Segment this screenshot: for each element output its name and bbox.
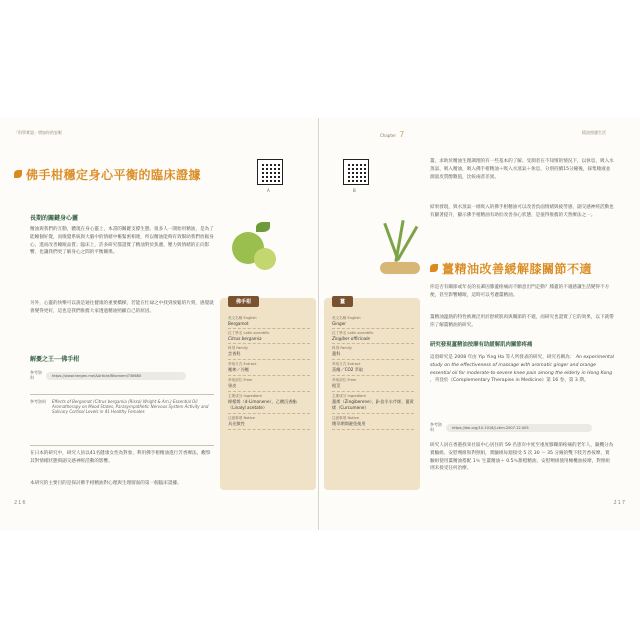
card-row-label: 主要成分 Ingredient — [332, 394, 366, 398]
card-row-label: 拉丁學名 Latin scientific — [228, 331, 270, 335]
card-row-value: 懷孕期間避免使用 — [332, 421, 414, 430]
card-row-value: Ginger — [332, 321, 414, 329]
card-row-value: 蒸餾／CO2 萃取 — [332, 367, 414, 376]
reference-box — [30, 394, 214, 446]
section-title: 薑精油改善緩解膝關節不適 — [442, 262, 593, 276]
chapter-label: Chapter — [380, 133, 396, 138]
running-header-right: 精油照護生活 — [582, 130, 606, 135]
card-row-label: 萃取方式 Extract — [332, 362, 361, 366]
running-header: 「科學實證」增加你的安眠 — [14, 130, 62, 135]
card-row-value: 芸香科 — [228, 351, 310, 360]
page-number-left: 216 — [14, 500, 27, 506]
title-leaf-icon — [14, 170, 22, 178]
card-row-label: 注意事項 Notice — [228, 416, 255, 420]
card-row-value: 根莖 — [332, 383, 414, 392]
study-heading: 研究發現薑精油按摩有助緩解肌肉關節疼痛 — [430, 342, 533, 348]
qr-caption-a: A — [267, 188, 270, 193]
paragraph-question: 你是否有關節或年長的長輩因膝蓋疼痛而不願意出門走動？膝蓋的不適感讓生活變得不方便，甚至影響睡眠，這時可以考慮薑精油。 — [430, 285, 610, 298]
reference-link-right[interactable]: https://doi.org/10.1016/j.ctim.2007.12.005 — [446, 424, 592, 432]
card-row-label: 注意事項 Notice — [332, 416, 359, 420]
ginger-info-card — [324, 298, 420, 490]
card-row-label: 英文名稱 English — [332, 316, 361, 320]
card-row-value: Bergamot — [228, 321, 310, 329]
paragraph-2: 另外，心靈的快樂可以說是通往健康的重要橋樑，若能在忙碌之中找到放鬆的片刻，感覺就會變得更好，這也是我們推薦大家透過精油照顧自己的原因。 — [30, 301, 214, 314]
left-page — [0, 118, 319, 530]
bergamot-info-card — [220, 298, 316, 490]
section-heading-1: 長期的關鍵身心靈 — [30, 215, 79, 222]
card-row-value: Zingiber officinale — [332, 336, 414, 344]
paragraph-end: 研究人員在香港找來社區中心居住的 59 名患有中度至重度膝關節疼痛的老年人，隨機分為實驗組、安慰劑組和對照組，實驗組每週接受 5 次 30 ～ 35 分鐘的雙下肢芳香按摩，實驗組使用薑精油搭配 1％ 生薑精油＋ 0.5％甜橙精油，安慰劑組使用橄欖油按摩，對照組則未接受任何治療。 — [430, 443, 614, 472]
bergamot-card-tab: 佛手柑 — [228, 296, 259, 307]
reference-chip-right: 參考資料 — [430, 422, 442, 432]
page-title: 佛手柑穩定身心平衡的臨床證據 — [26, 168, 202, 182]
card-row-label: 萃取部位 From — [228, 378, 253, 382]
card-row-label: 拉丁學名 Latin scientific — [332, 331, 374, 335]
card-row-value: 壓榨／冷壓 — [228, 367, 310, 376]
qr-caption-b: B — [353, 188, 356, 193]
title-bottle-icon — [430, 264, 438, 272]
paragraph-1: 精油與我們的互動，體現在身心靈上，本書的關鍵支撐生態。很多人一開始用精油，是為了能睡個好覺，而嗅覺系統與大腦中的情緒中樞緊密相連，所以精油能夠有效幫助我們放鬆身心，進而改善睡眠品質；臨床上，許多研究都證實了精油對於焦慮、壓力與情緒的正向影響，也讓我們更了解身心之間的平衡關係。 — [30, 227, 214, 256]
study-title: An experimental study on the effectiveness of massage with aromatic ginger and orange essential oil for moderate-to-severe knee pain among the elderly in Hong Kong — [430, 355, 614, 376]
card-row-value: 具光敏性 — [228, 421, 310, 430]
section-heading-2: 解憂之王──佛手柑 — [30, 356, 80, 363]
reference-chip: 參考資料 — [30, 370, 42, 380]
card-row-value: 檸檬烯（d-Limonene）、乙酸沉香酯（Linalyl acetate） — [228, 399, 310, 414]
card-row-value: 果皮 — [228, 383, 310, 392]
card-row-value: Citrus bergamia — [228, 336, 310, 344]
paragraph-4: 本研究的主要目的是探討佛手柑精油對心理與生理層面的第一個臨床證據。 — [30, 481, 182, 486]
paragraph-result: 結果發現，與水蒸氣一組吸入的佛手柑精油可以改善負面情緒與疲勞感，副交感神經活動也有顯著提升，顯示佛手柑精油有助於改善身心狀態，是值得推薦的天然療法之一。 — [430, 205, 614, 218]
running-header-chapter — [380, 130, 404, 139]
qr-code-b[interactable] — [344, 160, 368, 184]
card-row-value: 薑烯（Zingiberene）、β-倍半水芹烯、薑黃烯（Curcumene） — [332, 399, 414, 414]
page-number-right: 217 — [613, 500, 626, 506]
paragraph-3: 在日本的研究中，研究人員以41名健康女性為對象，利用佛手柑精油進行芳香療法，觀察其對情緒狀態與副交感神經活動的影響。 — [30, 451, 211, 464]
card-row-label: 主要成分 Ingredient — [228, 394, 262, 398]
study-intro — [430, 354, 614, 385]
card-row-label: 英文名稱 English — [228, 316, 257, 320]
study-source: ，刊登於《Complementary Therapies in Medicine》第 16 卷、第 3 期。 — [430, 378, 589, 384]
card-row-label: 科別 Family — [332, 346, 352, 350]
paragraph-top: 薑，求助於精油生理調理的有一些基本的了解。受測者在不知情的情況下，以休息、吸入水蒸氣、吸入精油，吸入佛手柑精油＋吸入水蒸氣＋休息，分別持續15分鐘後，採集唾液並測量皮質醇數值，比較兩者差異。 — [430, 159, 614, 180]
card-row-value: 薑科 — [332, 351, 414, 360]
card-row-label: 萃取部位 From — [332, 378, 357, 382]
study-intro-text: 這項研究是 2008 年由 Yip Ying Ha 等人所發表的研究，研究名稱為： — [430, 355, 575, 360]
card-row-label: 萃取方式 Extract — [228, 362, 257, 366]
card-row-label: 科別 Family — [228, 346, 248, 350]
qr-code-a[interactable] — [258, 160, 282, 184]
paragraph-question-2: 薑精油溫熱的特性被廣泛用於舒緩肌肉與關節的不適，而研究也證實了它的效果，以下就帶你了解薑精油的研究。 — [430, 315, 614, 328]
ginger-card-tab: 薑 — [332, 296, 353, 307]
ginger-illustration — [368, 218, 428, 278]
book-spread — [0, 118, 640, 530]
reference-text: Effects of Bergamot (Citrus bergamia (Risso) Wright & Arn.) Essential Oil Aromatherapy on Mood States, Parasympathetic Nervous System Activity and Salivary Cortisol Levels in 41 Healthy Females — [52, 399, 209, 414]
reference-link[interactable]: https://www.hergen.me/AArticle/Bhomem/?36680 — [46, 372, 186, 380]
chapter-number: 7 — [399, 130, 405, 139]
right-page — [320, 118, 640, 530]
bergamot-illustration — [226, 218, 286, 278]
reference-label: 參考資料 — [30, 399, 46, 404]
